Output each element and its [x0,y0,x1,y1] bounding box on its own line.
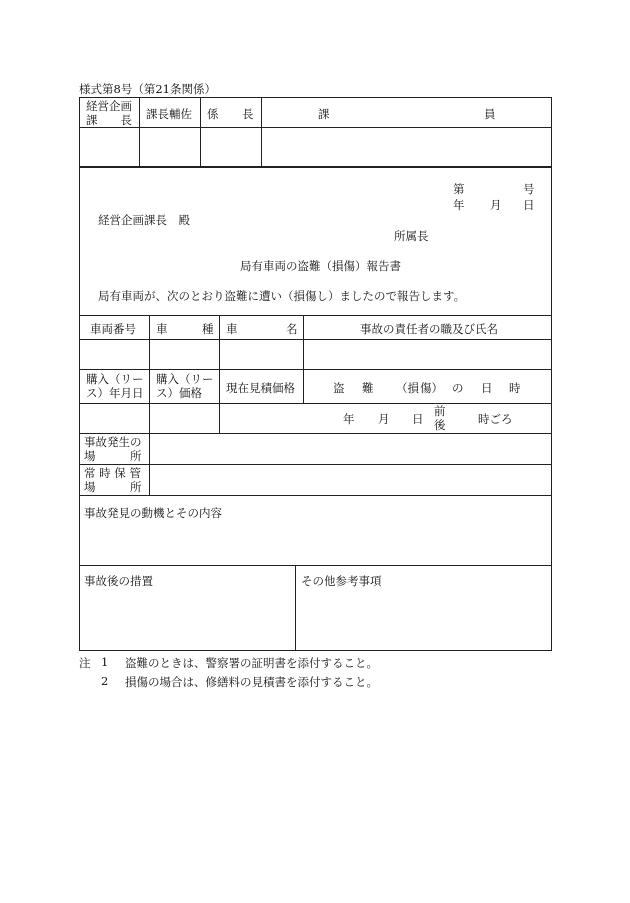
report-title: 局有車両の盗難（損傷）報告書 [240,259,401,273]
label-purchase-date: 購入（リー ス）年月日 [86,372,144,400]
date-year-label: 年 [453,198,465,212]
approval-planning-chief: 経営企画 課 長 [86,99,132,127]
notes-mark: 注 [79,656,91,670]
label-other: その他参考事項 [301,574,382,588]
field-other[interactable] [296,590,551,650]
label-storage-place: 常 時 保 管 場 所 [84,466,142,494]
label-theft-day: 日 [412,412,424,426]
field-storage-place[interactable] [150,465,551,495]
label-theft-g: 時 [509,381,521,395]
field-accident-place[interactable] [150,434,551,464]
label-vehicle-no: 車両番号 [90,322,136,336]
label-theft-month: 月 [378,412,390,426]
approval-chief-b: 長 [242,107,254,121]
field-responsible[interactable] [304,340,551,369]
note-2-num: 2 [101,674,109,688]
date-day-label: 日 [523,198,535,212]
field-vehicle-name[interactable] [220,340,303,369]
addressee: 経営企画課長 殿 [98,213,190,227]
field-purchase-price[interactable] [150,404,219,433]
approval-section-a: 課 [318,107,330,121]
field-measures[interactable] [80,590,295,650]
stamp-box-planning-chief[interactable] [80,128,139,166]
form-number: 様式第8号（第21条関係） [79,82,216,96]
label-purchase-price: 購入（リー ス）価格 [156,372,214,400]
field-purchase-date[interactable] [80,404,149,433]
stamp-box-assistant[interactable] [140,128,200,166]
label-theft-d: 傷） [420,381,443,395]
field-vehicle-no[interactable] [80,340,149,369]
field-discovery[interactable] [80,522,551,565]
approval-chief-a: 係 [207,107,219,121]
doc-no-label-b: 号 [523,182,535,196]
note-1-num: 1 [101,655,109,669]
note-1-text: 盗難のときは、警察署の証明書を添付すること。 [125,656,378,670]
label-theft-f: 日 [481,381,493,395]
label-estimate: 現在見積価格 [226,381,295,395]
label-measures: 事故後の措置 [84,574,153,588]
label-approx-time: 時ごろ [478,412,513,426]
label-discovery: 事故発見の動機とその内容 [84,506,222,520]
label-accident-place: 事故発生の 場 所 [84,435,142,463]
approval-assistant: 課長輔佐 [146,107,192,121]
label-theft-year: 年 [343,412,355,426]
label-theft-e: の [452,381,464,395]
label-theft-a: 盗 [333,381,345,395]
report-body: 局有車両が、次のとおり盗難に遭い（損傷し）ましたので報告します。 [98,289,466,303]
note-2-text: 損傷の場合は、修繕料の見積書を添付すること。 [125,675,378,689]
label-responsible: 事故の責任者の職及び氏名 [360,322,498,336]
approval-section-b: 員 [484,107,496,121]
stamp-box-section[interactable] [262,128,551,166]
date-month-label: 月 [490,198,502,212]
field-vehicle-type[interactable] [150,340,219,369]
label-name-b: 名 [286,322,298,336]
label-name-a: 車 [226,322,238,336]
stamp-box-chief[interactable] [201,128,261,166]
sender: 所属長 [394,229,429,243]
label-theft-b: 難 [362,381,374,395]
label-type-b: 種 [202,322,214,336]
label-theft-c: （損 [396,381,419,395]
label-ampm: 前 後 [434,404,446,432]
field-estimate[interactable] [220,404,303,433]
label-type-a: 車 [156,322,168,336]
doc-no-label-a: 第 [453,182,465,196]
